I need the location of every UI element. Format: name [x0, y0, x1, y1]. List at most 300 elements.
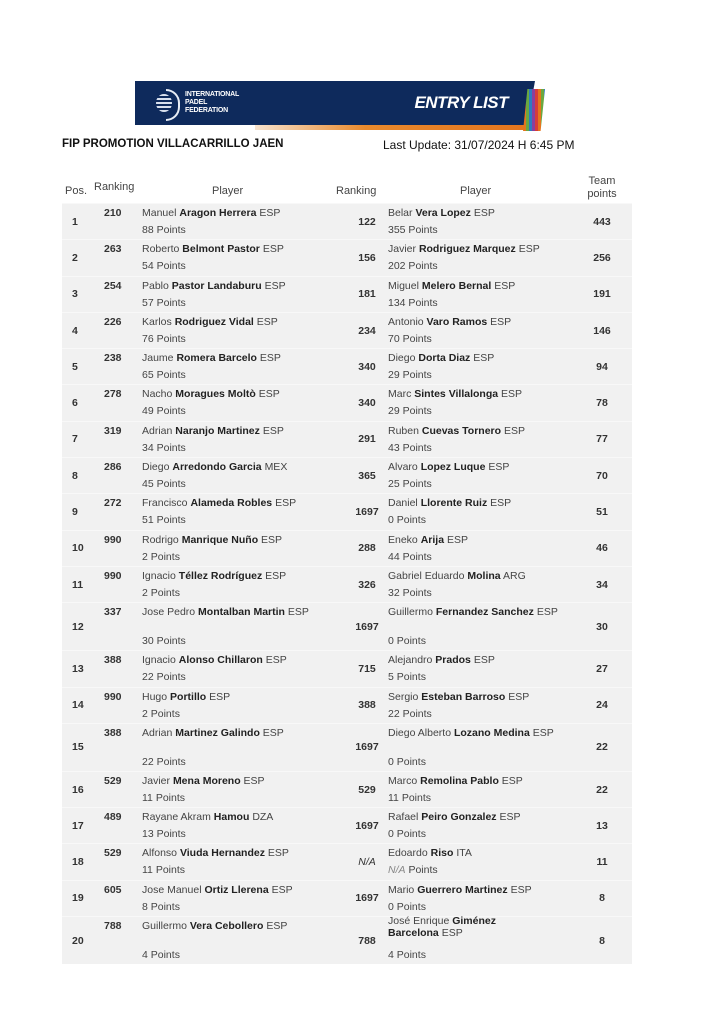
player1 — [142, 352, 332, 384]
team-points: 30 — [596, 620, 608, 633]
player-nationality: ESP — [209, 690, 231, 703]
player-first-name: Rayane Akram — [142, 811, 211, 824]
player1 — [142, 811, 332, 843]
player2-ranking: N/A — [358, 856, 376, 869]
player1-ranking: 226 — [104, 315, 122, 328]
player2 — [388, 606, 578, 650]
player-points: 2 Points — [142, 586, 180, 599]
player-last-name: Arija — [420, 533, 445, 546]
table-row — [62, 348, 632, 384]
player2-ranking: 340 — [358, 360, 376, 373]
player2-ranking: 234 — [358, 324, 376, 337]
position: 15 — [72, 741, 84, 754]
player-points: 25 Points — [388, 478, 432, 491]
table-row — [62, 530, 632, 566]
player-last-name: Aragon Herrera — [179, 207, 257, 219]
position: 3 — [72, 288, 78, 301]
position: 17 — [72, 819, 84, 832]
player-points: 44 Points — [388, 550, 432, 563]
player-points: 32 Points — [388, 586, 432, 599]
player-first-name: Jose Pedro — [142, 606, 196, 619]
player-nationality: ESP — [267, 847, 289, 860]
player2-ranking: 1697 — [355, 819, 379, 832]
fip-logo — [153, 88, 239, 118]
player1 — [142, 775, 332, 807]
player-nationality: ESP — [243, 774, 265, 787]
player-points: 51 Points — [142, 514, 186, 527]
player2 — [388, 727, 578, 771]
banner-orange-stripe — [255, 125, 531, 130]
player-nationality: ESP — [261, 533, 283, 546]
player1 — [142, 570, 332, 602]
player-points: 11 Points — [142, 864, 185, 877]
player1-ranking: 388 — [104, 654, 122, 667]
player-nationality: ESP — [490, 497, 512, 510]
player-points: 0 Points — [388, 900, 426, 913]
table-row — [62, 384, 632, 420]
player-first-name: Francisco — [142, 497, 188, 510]
player-nationality: ESP — [488, 461, 510, 474]
team-points: 70 — [596, 469, 608, 482]
player-nationality: ESP — [271, 883, 293, 896]
player-first-name: Guillermo — [142, 920, 187, 933]
player-first-name: Ignacio — [142, 569, 176, 582]
player1-ranking: 337 — [104, 606, 122, 619]
player-first-name: Gabriel Eduardo — [388, 569, 465, 582]
points-na: N/A — [388, 864, 406, 877]
table-row — [62, 723, 632, 771]
player-last-name: Arredondo Garcia — [172, 461, 262, 474]
team-points: 46 — [596, 542, 608, 555]
header-ranking-2: Ranking — [336, 185, 377, 197]
player-nationality: ESP — [262, 424, 284, 437]
position: 12 — [72, 620, 84, 633]
player1 — [142, 884, 332, 916]
position: 16 — [72, 783, 84, 796]
table-row — [62, 843, 632, 879]
player-first-name: Alfonso — [142, 847, 178, 860]
player-nationality: ESP — [262, 726, 284, 739]
table-row — [62, 880, 632, 916]
player-points: 11 Points — [388, 791, 431, 804]
player-last-name: Lopez Luque — [420, 461, 486, 474]
player-nationality: ESP — [265, 569, 287, 582]
player1 — [142, 606, 332, 650]
player1-ranking: 238 — [104, 352, 122, 365]
player-last-name: Martinez Galindo — [175, 726, 260, 739]
position: 9 — [72, 506, 78, 519]
player-first-name: Rafael — [388, 811, 419, 824]
player-first-name: Edoardo — [388, 847, 428, 860]
player-points: 8 Points — [142, 900, 180, 913]
player-nationality: ESP — [501, 774, 523, 787]
player1-ranking: 210 — [104, 207, 122, 219]
player-last-name: Dorta Diaz — [418, 352, 471, 365]
player2 — [388, 654, 578, 686]
player-points: 49 Points — [142, 405, 186, 418]
player-first-name: Roberto — [142, 243, 180, 256]
team-points: 8 — [599, 934, 605, 947]
player-points: 29 Points — [388, 405, 432, 418]
player2 — [388, 316, 578, 348]
player-first-name: Diego — [388, 352, 416, 365]
player2 — [388, 388, 578, 420]
player-last-name: Portillo — [170, 690, 207, 703]
player1 — [142, 497, 332, 529]
player-first-name: Belar — [388, 207, 413, 219]
player2-ranking: 1697 — [355, 620, 379, 633]
team-points: 94 — [596, 360, 608, 373]
table-row — [62, 457, 632, 493]
header-player-2: Player — [460, 185, 492, 197]
player-last-name: Alameda Robles — [190, 497, 273, 510]
player1-ranking: 529 — [104, 847, 122, 860]
entry-list-banner — [135, 81, 548, 131]
player-points: 57 Points — [142, 296, 186, 309]
player-first-name: Marco — [388, 774, 418, 787]
table-row — [62, 276, 632, 312]
player-first-name: Daniel — [388, 497, 418, 510]
player-nationality: ESP — [275, 497, 297, 510]
header-team-points: Team points — [587, 175, 617, 200]
player2-ranking: 181 — [358, 288, 376, 301]
team-points: 11 — [596, 856, 608, 869]
player-first-name: José Enrique — [388, 915, 450, 928]
player1-ranking: 788 — [104, 920, 122, 933]
player2-ranking: 326 — [358, 578, 376, 591]
player-nationality: ESP — [256, 315, 278, 328]
player2 — [388, 915, 578, 962]
position: 5 — [72, 360, 78, 373]
player-nationality: ESP — [501, 388, 523, 401]
player-last-name-cont: Barcelona — [388, 927, 439, 940]
player2 — [388, 691, 578, 723]
player-points: 2 Points — [142, 550, 180, 563]
player-points: 134 Points — [388, 296, 438, 309]
player1-ranking: 263 — [104, 243, 122, 256]
player-first-name: Nacho — [142, 388, 173, 401]
player-first-name: Hugo — [142, 690, 168, 703]
player-first-name: Ruben — [388, 424, 419, 437]
position: 2 — [72, 251, 78, 264]
player-first-name: Javier — [388, 243, 417, 256]
player2 — [388, 280, 578, 312]
player2 — [388, 243, 578, 275]
player-last-name: Molina — [467, 569, 501, 582]
player2-ranking: 288 — [358, 542, 376, 555]
player-points: 22 Points — [388, 707, 432, 720]
player-last-name: Vera Lopez — [415, 207, 471, 219]
player-first-name: Jose Manuel — [142, 883, 202, 896]
player-last-name: Rodriguez Marquez — [418, 243, 516, 256]
player-points: 0 Points — [388, 635, 426, 648]
player1 — [142, 691, 332, 723]
player-last-name: Peiro Gonzalez — [421, 811, 497, 824]
player2-ranking: 365 — [358, 469, 376, 482]
player1 — [142, 461, 332, 493]
player-last-name: Vera Cebollero — [189, 920, 264, 933]
player-points: 88 Points — [142, 224, 186, 236]
player-last-name: Romera Barcelo — [176, 352, 257, 365]
player1 — [142, 316, 332, 348]
player-nationality: ESP — [490, 315, 512, 328]
player-nationality: ESP — [536, 606, 558, 619]
position: 1 — [72, 215, 78, 228]
player-last-name: Remolina Pablo — [420, 774, 499, 787]
player-last-name: Hamou — [213, 811, 250, 824]
player1 — [142, 920, 332, 964]
player2 — [388, 352, 578, 384]
player2-ranking: 529 — [358, 783, 376, 796]
player1-ranking: 990 — [104, 569, 122, 582]
player1 — [142, 243, 332, 275]
table-row — [62, 421, 632, 457]
team-points: 8 — [599, 892, 605, 905]
position: 6 — [72, 397, 78, 410]
player2-ranking: 340 — [358, 397, 376, 410]
player-last-name: Lozano Medina — [453, 726, 530, 739]
player1-ranking: 990 — [104, 690, 122, 703]
player1 — [142, 534, 332, 566]
player1 — [142, 425, 332, 457]
player-last-name: Téllez Rodríguez — [178, 569, 263, 582]
player-last-name: Rodriguez Vidal — [174, 315, 254, 328]
player2 — [388, 461, 578, 493]
table-row — [62, 650, 632, 686]
player-points: 70 Points — [388, 332, 432, 345]
player1-ranking: 278 — [104, 388, 122, 401]
logo-line-3: FEDERATION — [185, 107, 228, 114]
player-last-name: Varo Ramos — [426, 315, 488, 328]
player1-ranking: 605 — [104, 883, 122, 896]
player2-ranking: 1697 — [355, 741, 379, 754]
table-row — [62, 771, 632, 807]
player-first-name: Adrian — [142, 424, 173, 437]
player-points: 0 Points — [388, 755, 426, 768]
player2-ranking: 1697 — [355, 892, 379, 905]
table-row — [62, 807, 632, 843]
player2 — [388, 534, 578, 566]
position: 10 — [72, 542, 84, 555]
player-first-name: Miguel — [388, 279, 419, 292]
player2-ranking: 156 — [358, 251, 376, 264]
player2 — [388, 847, 578, 879]
player-first-name: Diego — [142, 461, 170, 474]
padel-ball-icon — [153, 88, 181, 118]
player1 — [142, 654, 332, 686]
player1 — [142, 280, 332, 312]
header-pos: Pos. — [65, 185, 88, 197]
player-points — [388, 864, 438, 876]
player2 — [388, 497, 578, 529]
position: 13 — [72, 662, 84, 675]
player-nationality: ESP — [441, 927, 463, 940]
player2 — [388, 811, 578, 843]
player-last-name: Pastor Landaburu — [171, 279, 262, 292]
player-points: 5 Points — [388, 671, 426, 684]
player2-ranking: 388 — [358, 699, 376, 712]
player-nationality: ESP — [494, 279, 516, 292]
player2 — [388, 775, 578, 807]
table-row — [62, 602, 632, 650]
player-last-name: Sintes Villalonga — [414, 388, 499, 401]
player1-ranking: 319 — [104, 424, 122, 437]
player-nationality: ESP — [499, 811, 521, 824]
player-points: 4 Points — [142, 949, 180, 962]
player1-ranking: 272 — [104, 497, 122, 510]
banner-title: ENTRY LIST — [414, 93, 508, 112]
player-nationality: ESP — [446, 533, 468, 546]
player-last-name: Giménez — [452, 915, 496, 928]
player-points: 22 Points — [142, 755, 186, 768]
player-last-name: Guerrero Martinez — [417, 883, 508, 896]
player-points: 22 Points — [142, 671, 186, 684]
player-nationality: ESP — [262, 243, 284, 256]
player-first-name: Mario — [388, 883, 415, 896]
player2 — [388, 425, 578, 457]
player-nationality: ITA — [456, 847, 472, 860]
player-first-name: Jaume — [142, 352, 174, 365]
player-first-name: Eneko — [388, 533, 418, 546]
player-nationality: DZA — [252, 811, 274, 824]
team-points: 78 — [596, 397, 608, 410]
player1-ranking: 990 — [104, 533, 122, 546]
table-row — [62, 239, 632, 275]
player-points: 43 Points — [388, 441, 432, 454]
position: 8 — [72, 469, 78, 482]
position: 14 — [72, 699, 84, 712]
player-first-name: Rodrigo — [142, 533, 179, 546]
player-last-name: Melero Bernal — [421, 279, 492, 292]
player-first-name: Manuel — [142, 207, 177, 219]
player-points: 54 Points — [142, 260, 186, 273]
player1-ranking: 388 — [104, 726, 122, 739]
player-last-name: Riso — [430, 847, 454, 860]
player-points: 11 Points — [142, 791, 185, 804]
team-points: 146 — [593, 324, 611, 337]
team-points: 13 — [596, 819, 608, 832]
player-last-name: Prados — [435, 654, 471, 667]
player-points: 65 Points — [142, 369, 186, 382]
player-nationality: ESP — [259, 352, 281, 365]
player-nationality: ESP — [510, 883, 532, 896]
player-nationality: ESP — [473, 207, 495, 219]
last-update: Last Update: 31/07/2024 H 6:45 PM — [383, 138, 575, 152]
player-last-name: Esteban Barroso — [421, 690, 506, 703]
player-last-name: Naranjo Martinez — [175, 424, 260, 437]
team-points: 443 — [593, 215, 611, 228]
player-nationality: ESP — [287, 606, 309, 619]
player-last-name: Cuevas Tornero — [421, 424, 502, 437]
player1-ranking: 254 — [104, 279, 122, 292]
team-points: 34 — [596, 578, 608, 591]
team-points: 22 — [596, 741, 608, 754]
player-nationality: ESP — [265, 654, 287, 667]
logo-line-2: PADEL — [185, 99, 208, 106]
table-row — [62, 493, 632, 529]
player-points: 355 Points — [388, 224, 438, 236]
player-points: 13 Points — [142, 828, 186, 841]
player-points: 2 Points — [142, 707, 180, 720]
player-points: 0 Points — [388, 828, 426, 841]
player-first-name: Javier — [142, 774, 171, 787]
position: 18 — [72, 856, 84, 869]
position: 4 — [72, 324, 78, 337]
entry-list-table — [62, 175, 632, 964]
player-nationality: ESP — [258, 388, 280, 401]
player-last-name: Mena Moreno — [172, 774, 241, 787]
position: 11 — [72, 578, 84, 591]
player-first-name: Antonio — [388, 315, 424, 328]
table-row — [62, 687, 632, 723]
team-points: 24 — [596, 699, 608, 712]
player2-ranking: 788 — [358, 934, 376, 947]
team-points: 51 — [596, 506, 608, 519]
player-points: 0 Points — [388, 514, 426, 527]
player-last-name: Belmont Pastor — [182, 243, 260, 256]
player-nationality: ESP — [532, 726, 554, 739]
player2 — [388, 207, 578, 239]
player2-ranking: 715 — [358, 662, 376, 675]
position: 7 — [72, 433, 78, 446]
player-first-name: Adrian — [142, 726, 173, 739]
player-nationality: ARG — [502, 569, 526, 582]
player-nationality: ESP — [503, 424, 525, 437]
player-first-name: Sergio — [388, 690, 419, 703]
player-last-name: Fernandez Sanchez — [435, 606, 534, 619]
player1 — [142, 388, 332, 420]
player-points: 4 Points — [388, 949, 426, 962]
player-first-name: Guillermo — [388, 606, 433, 619]
points-label: Points — [408, 864, 438, 877]
table-body — [62, 203, 632, 964]
team-points: 77 — [596, 433, 608, 446]
team-points: 22 — [596, 783, 608, 796]
player-nationality: ESP — [266, 920, 288, 933]
fip-logo-text — [185, 91, 239, 115]
player1-ranking: 489 — [104, 811, 122, 824]
player1 — [142, 727, 332, 771]
player-last-name: Moragues Moltò — [175, 388, 256, 401]
player-points: 30 Points — [142, 635, 186, 648]
player-points: 45 Points — [142, 478, 186, 491]
table-row — [62, 916, 632, 964]
player-nationality: ESP — [473, 654, 495, 667]
player-first-name: Marc — [388, 388, 412, 401]
table-header — [62, 175, 632, 203]
team-points: 191 — [593, 288, 611, 301]
player-nationality: ESP — [264, 279, 286, 292]
player-last-name: Alonso Chillaron — [178, 654, 263, 667]
table-row — [62, 312, 632, 348]
player2 — [388, 884, 578, 916]
player1 — [142, 207, 332, 239]
player-points: 202 Points — [388, 260, 438, 273]
team-points: 27 — [596, 662, 608, 675]
player-first-name: Diego Alberto — [388, 726, 452, 739]
player-first-name: Alvaro — [388, 461, 418, 474]
player1-ranking: 286 — [104, 461, 122, 474]
player-points: 76 Points — [142, 332, 186, 345]
player-first-name: Ignacio — [142, 654, 176, 667]
table-row — [62, 203, 632, 239]
player-last-name: Ortiz Llerena — [204, 883, 269, 896]
player2-ranking: 1697 — [355, 506, 379, 519]
player-nationality: ESP — [259, 207, 281, 219]
player-first-name: Alejandro — [388, 654, 433, 667]
player-nationality: ESP — [518, 243, 540, 256]
header-ranking-1: Ranking — [94, 181, 135, 193]
